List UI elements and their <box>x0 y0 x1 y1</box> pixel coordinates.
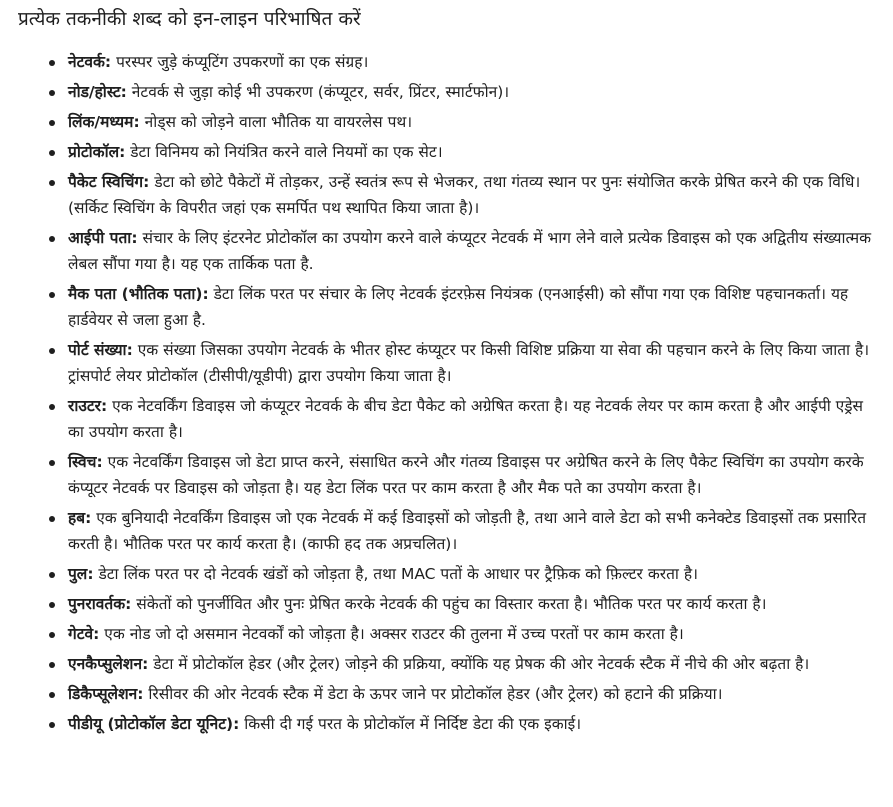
term-label: राउटर: <box>68 397 108 415</box>
list-item <box>68 591 875 617</box>
term-label: आईपी पता: <box>68 229 138 247</box>
list-item <box>68 681 875 707</box>
list-item <box>68 449 875 501</box>
term-definition: डेटा को छोटे पैकेटों में तोड़कर, उन्हें स्वतंत्र रूप से भेजकर, तथा गंतव्य स्थान पर पुनः संयोजित करके प्रेषित करने की एक विधि। (सर्किट स्विचिंग के विपरीत जहां एक समर्पित पथ स्थापित किया जाता है)। <box>68 173 861 217</box>
term-label: स्विच: <box>68 453 103 471</box>
list-item <box>68 393 875 445</box>
term-label: पोर्ट संख्या: <box>68 341 133 359</box>
term-label: पुल: <box>68 565 94 583</box>
term-definition: परस्पर जुड़े कंप्यूटिंग उपकरणों का एक संग्रह। <box>116 53 369 71</box>
term-label: डिकैप्सूलेशन: <box>68 685 144 703</box>
list-item <box>68 505 875 557</box>
term-definition: डेटा लिंक परत पर दो नेटवर्क खंडों को जोड़ता है, तथा MAC पतों के आधार पर ट्रैफ़िक को फ़िल्टर करता है। <box>98 565 698 583</box>
term-label: नेटवर्क: <box>68 53 112 71</box>
term-definition: किसी दी गई परत के प्रोटोकॉल में निर्दिष्ट डेटा की एक इकाई। <box>244 715 582 733</box>
term-definition: एक बुनियादी नेटवर्किंग डिवाइस जो एक नेटवर्क में कई डिवाइसों को जोड़ती है, तथा आने वाले डेटा को सभी कनेक्टेड डिवाइसों तक प्रसारित करती है। भौतिक परत पर कार्य करता है। (काफी हद तक अप्रचलित)। <box>68 509 867 553</box>
term-definition: डेटा में प्रोटोकॉल हेडर (और ट्रेलर) जोड़ने की प्रक्रिया, क्योंकि यह प्रेषक की ओर नेटवर्क स्टैक में नीचे की ओर बढ़ता है। <box>153 655 810 673</box>
term-label: पुनरावर्तक: <box>68 595 132 613</box>
term-definition: रिसीवर की ओर नेटवर्क स्टैक में डेटा के ऊपर जाने पर प्रोटोकॉल हेडर (और ट्रेलर) को हटाने की प्रक्रिया। <box>148 685 723 703</box>
term-definition: नोड्स को जोड़ने वाला भौतिक या वायरलेस पथ। <box>144 113 413 131</box>
term-label: प्रोटोकॉल: <box>68 143 126 161</box>
term-definition: डेटा विनिमय को नियंत्रित करने वाले नियमों का एक सेट। <box>130 143 443 161</box>
term-definition: एक नोड जो दो असमान नेटवर्कों को जोड़ता है। अक्सर राउटर की तुलना में उच्च परतों पर काम करता है। <box>104 625 684 643</box>
term-definition: संचार के लिए इंटरनेट प्रोटोकॉल का उपयोग करने वाले कंप्यूटर नेटवर्क में भाग लेने वाले प्रत्येक डिवाइस को एक अद्वितीय संख्यात्मक लेबल सौंपा गया है। यह एक तार्किक पता है. <box>68 229 872 273</box>
term-label: मैक पता (भौतिक पता): <box>68 285 209 303</box>
term-label: पीडीयू (प्रोटोकॉल डेटा यूनिट): <box>68 715 240 733</box>
list-item <box>68 79 875 105</box>
terms-list <box>18 49 875 737</box>
term-definition: नेटवर्क से जुड़ा कोई भी उपकरण (कंप्यूटर, सर्वर, प्रिंटर, स्मार्टफोन)। <box>131 83 510 101</box>
list-item <box>68 139 875 165</box>
term-label: हब: <box>68 509 92 527</box>
term-definition: संकेतों को पुनर्जीवित और पुनः प्रेषित करके नेटवर्क की पहुंच का विस्तार करता है। भौतिक परत पर कार्य करता है। <box>136 595 767 613</box>
list-item <box>68 225 875 277</box>
term-label: पैकेट स्विचिंग: <box>68 173 150 191</box>
list-item <box>68 109 875 135</box>
term-label: गेटवे: <box>68 625 100 643</box>
term-label: नोड/होस्ट: <box>68 83 127 101</box>
list-item <box>68 281 875 333</box>
list-item <box>68 651 875 677</box>
term-definition: एक नेटवर्किंग डिवाइस जो डेटा प्राप्त करने, संसाधित करने और गंतव्य डिवाइस पर अग्रेषित करने के लिए पैकेट स्विचिंग का उपयोग करके कंप्यूटर नेटवर्क पर डिवाइस को जोड़ता है। यह डेटा लिंक परत पर काम करता है और मैक पते का उपयोग करता है। <box>68 453 864 497</box>
list-item <box>68 49 875 75</box>
page-heading: प्रत्येक तकनीकी शब्द को इन-लाइन परिभाषित करें <box>18 8 361 30</box>
term-label: एनकैप्सुलेशन: <box>68 655 149 673</box>
list-item <box>68 561 875 587</box>
list-item <box>68 621 875 647</box>
term-definition: एक नेटवर्किंग डिवाइस जो कंप्यूटर नेटवर्क के बीच डेटा पैकेट को अग्रेषित करता है। यह नेटवर्क लेयर पर काम करता है और आईपी एड्रेस का उपयोग करता है। <box>68 397 864 441</box>
term-label: लिंक/मध्यम: <box>68 113 140 131</box>
list-item <box>68 169 875 221</box>
term-definition: डेटा लिंक परत पर संचार के लिए नेटवर्क इंटरफ़ेस नियंत्रक (एनआईसी) को सौंपा गया एक विशिष्ट पहचानकर्ता। यह हार्डवेयर से जला हुआ है. <box>68 285 849 329</box>
list-item <box>68 337 875 389</box>
term-definition: एक संख्या जिसका उपयोग नेटवर्क के भीतर होस्ट कंप्यूटर पर किसी विशिष्ट प्रक्रिया या सेवा की पहचान करने के लिए किया जाता है। ट्रांसपोर्ट लेयर प्रोटोकॉल (टीसीपी/यूडीपी) द्वारा उपयोग किया जाता है। <box>68 341 870 385</box>
list-item <box>68 711 875 737</box>
